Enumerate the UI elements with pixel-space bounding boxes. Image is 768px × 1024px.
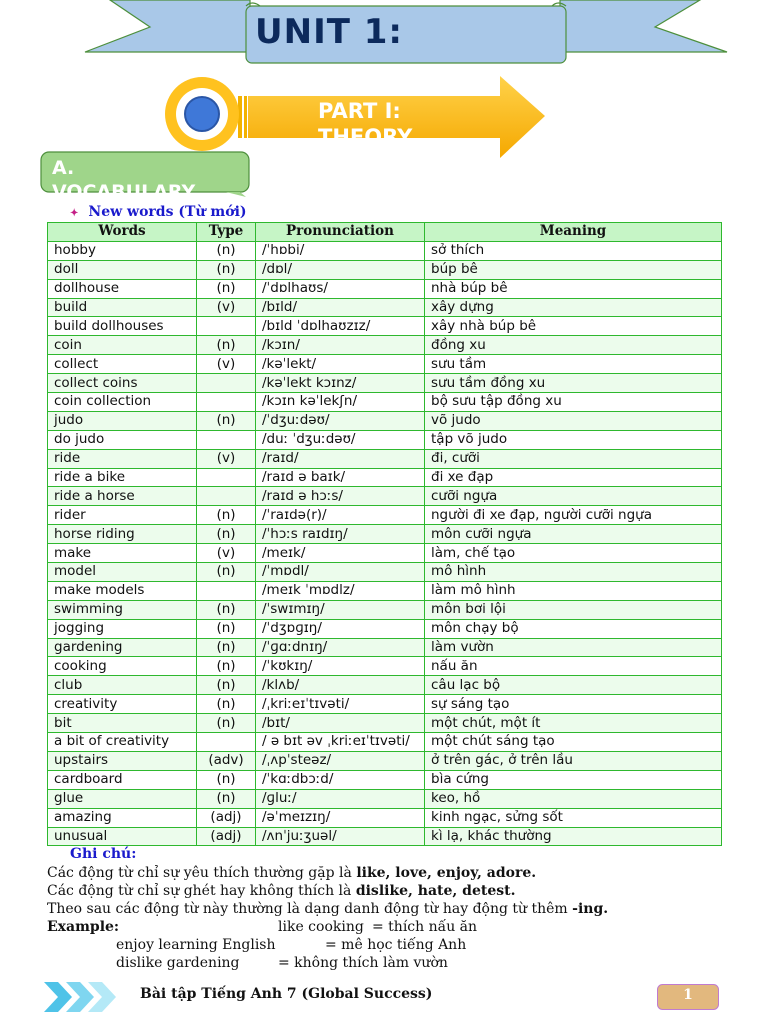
cell-pronunciation: /ˈkɑːdbɔːd/ <box>256 770 425 789</box>
cell-word: gardening <box>48 638 197 657</box>
part-title-text: PART I: <box>318 99 401 123</box>
cell-pronunciation: /meɪk ˈmɒdlz/ <box>256 581 425 600</box>
table-row <box>48 733 722 752</box>
note-line-like <box>47 865 536 881</box>
cell-pronunciation: /kəˈlekt/ <box>256 355 425 374</box>
cell-pronunciation: /ˈdʒuːdəʊ/ <box>256 411 425 430</box>
table-row <box>48 695 722 714</box>
cell-type: (n) <box>197 695 256 714</box>
cell-type: (n) <box>197 714 256 733</box>
cell-meaning: mô hình <box>425 563 722 582</box>
footer-book-title: Bài tập Tiếng Anh 7 (Global Success) <box>140 986 433 1002</box>
part-subtitle: THEORY <box>318 125 413 149</box>
cell-pronunciation: /bɪld/ <box>256 298 425 317</box>
cell-pronunciation: /ˈdʒɒɡɪŋ/ <box>256 619 425 638</box>
header-pronunciation: Pronunciation <box>256 223 425 242</box>
cell-pronunciation: /klʌb/ <box>256 676 425 695</box>
cell-word: upstairs <box>48 751 197 770</box>
cell-word: a bit of creativity <box>48 733 197 752</box>
note-line-dislike <box>47 883 515 899</box>
note-line-ing-suffix: -ing. <box>572 901 609 917</box>
example-meaning-2: = mê học tiếng Anh <box>325 937 467 953</box>
example-phrase-2: enjoy learning English <box>116 937 276 953</box>
cell-meaning: câu lạc bộ <box>425 676 722 695</box>
table-row <box>48 487 722 506</box>
table-row <box>48 260 722 279</box>
cell-type: (adv) <box>197 751 256 770</box>
cell-meaning: môn chạy bộ <box>425 619 722 638</box>
cell-pronunciation: /əˈmeɪzɪŋ/ <box>256 808 425 827</box>
cell-meaning: bìa cứng <box>425 770 722 789</box>
example-phrase-1: like cooking <box>278 919 364 935</box>
table-row <box>48 789 722 808</box>
cell-meaning: đi, cưỡi <box>425 449 722 468</box>
cell-meaning: một chút, một ít <box>425 714 722 733</box>
cell-type: (n) <box>197 336 256 355</box>
cell-word: creativity <box>48 695 197 714</box>
cell-word: ride <box>48 449 197 468</box>
cell-meaning: sở thích <box>425 241 722 260</box>
cell-pronunciation: /ɡluː/ <box>256 789 425 808</box>
table-row <box>48 411 722 430</box>
table-row <box>48 298 722 317</box>
header-meaning: Meaning <box>425 223 722 242</box>
cell-meaning: kì lạ, khác thường <box>425 827 722 846</box>
section-title <box>52 156 242 203</box>
cell-pronunciation: /dɒl/ <box>256 260 425 279</box>
cell-meaning: đồng xu <box>425 336 722 355</box>
example-label: Example: <box>47 919 120 935</box>
cell-pronunciation: /raɪd ə baɪk/ <box>256 468 425 487</box>
table-row <box>48 714 722 733</box>
cell-meaning: sưu tầm <box>425 355 722 374</box>
cell-word: rider <box>48 506 197 525</box>
cell-meaning: làm vườn <box>425 638 722 657</box>
section-title-text: A. <box>52 157 75 179</box>
cell-type: (n) <box>197 506 256 525</box>
cell-word: swimming <box>48 600 197 619</box>
cell-word: build <box>48 298 197 317</box>
note-line-ing <box>47 901 608 917</box>
table-row <box>48 468 722 487</box>
table-row <box>48 676 722 695</box>
table-body <box>48 241 722 846</box>
table-row <box>48 355 722 374</box>
cell-pronunciation: /duː ˈdʒuːdəʊ/ <box>256 430 425 449</box>
cell-word: dollhouse <box>48 279 197 298</box>
note-line-dislike-verbs: dislike, hate, detest. <box>355 883 516 899</box>
cell-pronunciation: /ˈhɒbi/ <box>256 241 425 260</box>
cell-word: make <box>48 544 197 563</box>
cell-word: ride a horse <box>48 487 197 506</box>
table-row <box>48 619 722 638</box>
section-subtitle: VOCABULARY <box>52 181 196 203</box>
table-row <box>48 563 722 582</box>
note-line-like-text: Các động từ chỉ sự yêu thích thường gặp là <box>47 865 357 881</box>
cell-word: cardboard <box>48 770 197 789</box>
cell-type: (n) <box>197 619 256 638</box>
cell-pronunciation: /bɪld ˈdɒlhaʊzɪz/ <box>256 317 425 336</box>
cell-type: (n) <box>197 563 256 582</box>
new-words-heading-text: New words (Từ mới) <box>88 204 247 220</box>
cell-type: (n) <box>197 657 256 676</box>
cell-word: make models <box>48 581 197 600</box>
cell-pronunciation: /kəˈlekt kɔɪnz/ <box>256 374 425 393</box>
table-row <box>48 638 722 657</box>
cell-word: jogging <box>48 619 197 638</box>
table-row <box>48 770 722 789</box>
table-row <box>48 827 722 846</box>
table-row <box>48 430 722 449</box>
cell-meaning: nấu ăn <box>425 657 722 676</box>
table-row <box>48 317 722 336</box>
cell-type <box>197 430 256 449</box>
cell-type: (v) <box>197 449 256 468</box>
cell-pronunciation: /ˈswɪmɪŋ/ <box>256 600 425 619</box>
cell-word: judo <box>48 411 197 430</box>
table-row <box>48 581 722 600</box>
cell-word: model <box>48 563 197 582</box>
header-type: Type <box>197 223 256 242</box>
cell-meaning: xây dựng <box>425 298 722 317</box>
cell-meaning: sưu tầm đồng xu <box>425 374 722 393</box>
cell-meaning: làm mô hình <box>425 581 722 600</box>
cell-type: (adj) <box>197 827 256 846</box>
cell-type: (v) <box>197 355 256 374</box>
cell-type <box>197 393 256 412</box>
cell-word: cooking <box>48 657 197 676</box>
cell-word: doll <box>48 260 197 279</box>
cell-meaning: làm, chế tạo <box>425 544 722 563</box>
table-row <box>48 506 722 525</box>
cell-word: ride a bike <box>48 468 197 487</box>
cell-type <box>197 581 256 600</box>
cell-meaning: tập võ judo <box>425 430 722 449</box>
example-meaning-3: = không thích làm vườn <box>278 955 448 971</box>
cell-type <box>197 374 256 393</box>
footer-chevrons-icon <box>44 982 134 1012</box>
cell-type: (n) <box>197 279 256 298</box>
cell-word: amazing <box>48 808 197 827</box>
note-line-like-verbs: like, love, enjoy, adore. <box>356 865 537 881</box>
table-row <box>48 808 722 827</box>
cell-meaning: ở trên gác, ở trên lầu <box>425 751 722 770</box>
table-row <box>48 279 722 298</box>
table-row <box>48 751 722 770</box>
cell-pronunciation: /meɪk/ <box>256 544 425 563</box>
cell-type <box>197 733 256 752</box>
cell-word: collect <box>48 355 197 374</box>
cell-word: collect coins <box>48 374 197 393</box>
cell-meaning: xây nhà búp bê <box>425 317 722 336</box>
cell-meaning: kinh ngạc, sửng sốt <box>425 808 722 827</box>
cell-meaning: nhà búp bê <box>425 279 722 298</box>
cell-type: (n) <box>197 600 256 619</box>
cell-word: horse riding <box>48 525 197 544</box>
header-words: Words <box>48 223 197 242</box>
cell-pronunciation: /kɔɪn kəˈlekʃn/ <box>256 393 425 412</box>
new-words-heading <box>70 204 247 220</box>
cell-type: (n) <box>197 260 256 279</box>
table-row <box>48 544 722 563</box>
cell-type: (v) <box>197 544 256 563</box>
page-number: 1 <box>683 987 693 1003</box>
cell-pronunciation: /ˈhɔːs raɪdɪŋ/ <box>256 525 425 544</box>
cell-type: (n) <box>197 789 256 808</box>
cell-type: (n) <box>197 676 256 695</box>
cell-pronunciation: /raɪd/ <box>256 449 425 468</box>
cell-meaning: một chút sáng tạo <box>425 733 722 752</box>
table-header-row <box>48 223 722 242</box>
cell-type: (n) <box>197 525 256 544</box>
table-row <box>48 449 722 468</box>
table-row <box>48 241 722 260</box>
cell-word: coin collection <box>48 393 197 412</box>
cell-meaning: môn bơi lội <box>425 600 722 619</box>
note-line-dislike-text: Các động từ chỉ sự ghét hay không thích là <box>47 883 356 899</box>
table-row <box>48 374 722 393</box>
cell-pronunciation: /ˈkʊkɪŋ/ <box>256 657 425 676</box>
table-row <box>48 657 722 676</box>
cell-meaning: cưỡi ngựa <box>425 487 722 506</box>
cell-pronunciation: /raɪd ə hɔːs/ <box>256 487 425 506</box>
cell-type <box>197 468 256 487</box>
cell-type: (n) <box>197 638 256 657</box>
example-meaning-1: = thích nấu ăn <box>372 919 478 935</box>
table-row <box>48 393 722 412</box>
cell-word: build dollhouses <box>48 317 197 336</box>
cell-meaning: người đi xe đạp, người cưỡi ngựa <box>425 506 722 525</box>
cell-meaning: sự sáng tạo <box>425 695 722 714</box>
cell-type: (adj) <box>197 808 256 827</box>
cell-pronunciation: /bɪt/ <box>256 714 425 733</box>
cell-word: coin <box>48 336 197 355</box>
cell-word: unusual <box>48 827 197 846</box>
cell-type <box>197 487 256 506</box>
cell-pronunciation: /kɔɪn/ <box>256 336 425 355</box>
cell-word: club <box>48 676 197 695</box>
table-row <box>48 600 722 619</box>
diamond-bullet-icon: ✦ <box>70 208 79 219</box>
cell-meaning: môn cưỡi ngựa <box>425 525 722 544</box>
cell-pronunciation: / ə bɪt əv ˌkriːeɪˈtɪvəti/ <box>256 733 425 752</box>
cell-pronunciation: /ʌnˈjuːʒuəl/ <box>256 827 425 846</box>
cell-type: (n) <box>197 770 256 789</box>
cell-meaning: võ judo <box>425 411 722 430</box>
note-line-ing-text: Theo sau các động từ này thường là dạng danh động từ hay động từ thêm <box>47 901 573 917</box>
cell-type: (n) <box>197 411 256 430</box>
table-row <box>48 336 722 355</box>
cell-meaning: keo, hồ <box>425 789 722 808</box>
cell-pronunciation: /ˈmɒdl/ <box>256 563 425 582</box>
cell-word: glue <box>48 789 197 808</box>
cell-word: bit <box>48 714 197 733</box>
cell-pronunciation: /ˈraɪdə(r)/ <box>256 506 425 525</box>
cell-pronunciation: /ˈdɒlhaʊs/ <box>256 279 425 298</box>
cell-type: (v) <box>197 298 256 317</box>
cell-pronunciation: /ˌʌpˈsteəz/ <box>256 751 425 770</box>
cell-meaning: đi xe đạp <box>425 468 722 487</box>
cell-pronunciation: /ˌkriːeɪˈtɪvəti/ <box>256 695 425 714</box>
cell-meaning: bộ sưu tập đồng xu <box>425 393 722 412</box>
vocabulary-table <box>47 222 722 846</box>
example-phrase-3: dislike gardening <box>116 955 240 971</box>
part-title <box>318 98 418 149</box>
cell-word: hobby <box>48 241 197 260</box>
table-row <box>48 525 722 544</box>
cell-meaning: búp bê <box>425 260 722 279</box>
cell-type <box>197 317 256 336</box>
unit-title: UNIT 1: <box>255 12 403 52</box>
cell-word: do judo <box>48 430 197 449</box>
notes-title: Ghi chú: <box>70 846 137 862</box>
cell-type: (n) <box>197 241 256 260</box>
cell-pronunciation: /ˈɡɑːdnɪŋ/ <box>256 638 425 657</box>
